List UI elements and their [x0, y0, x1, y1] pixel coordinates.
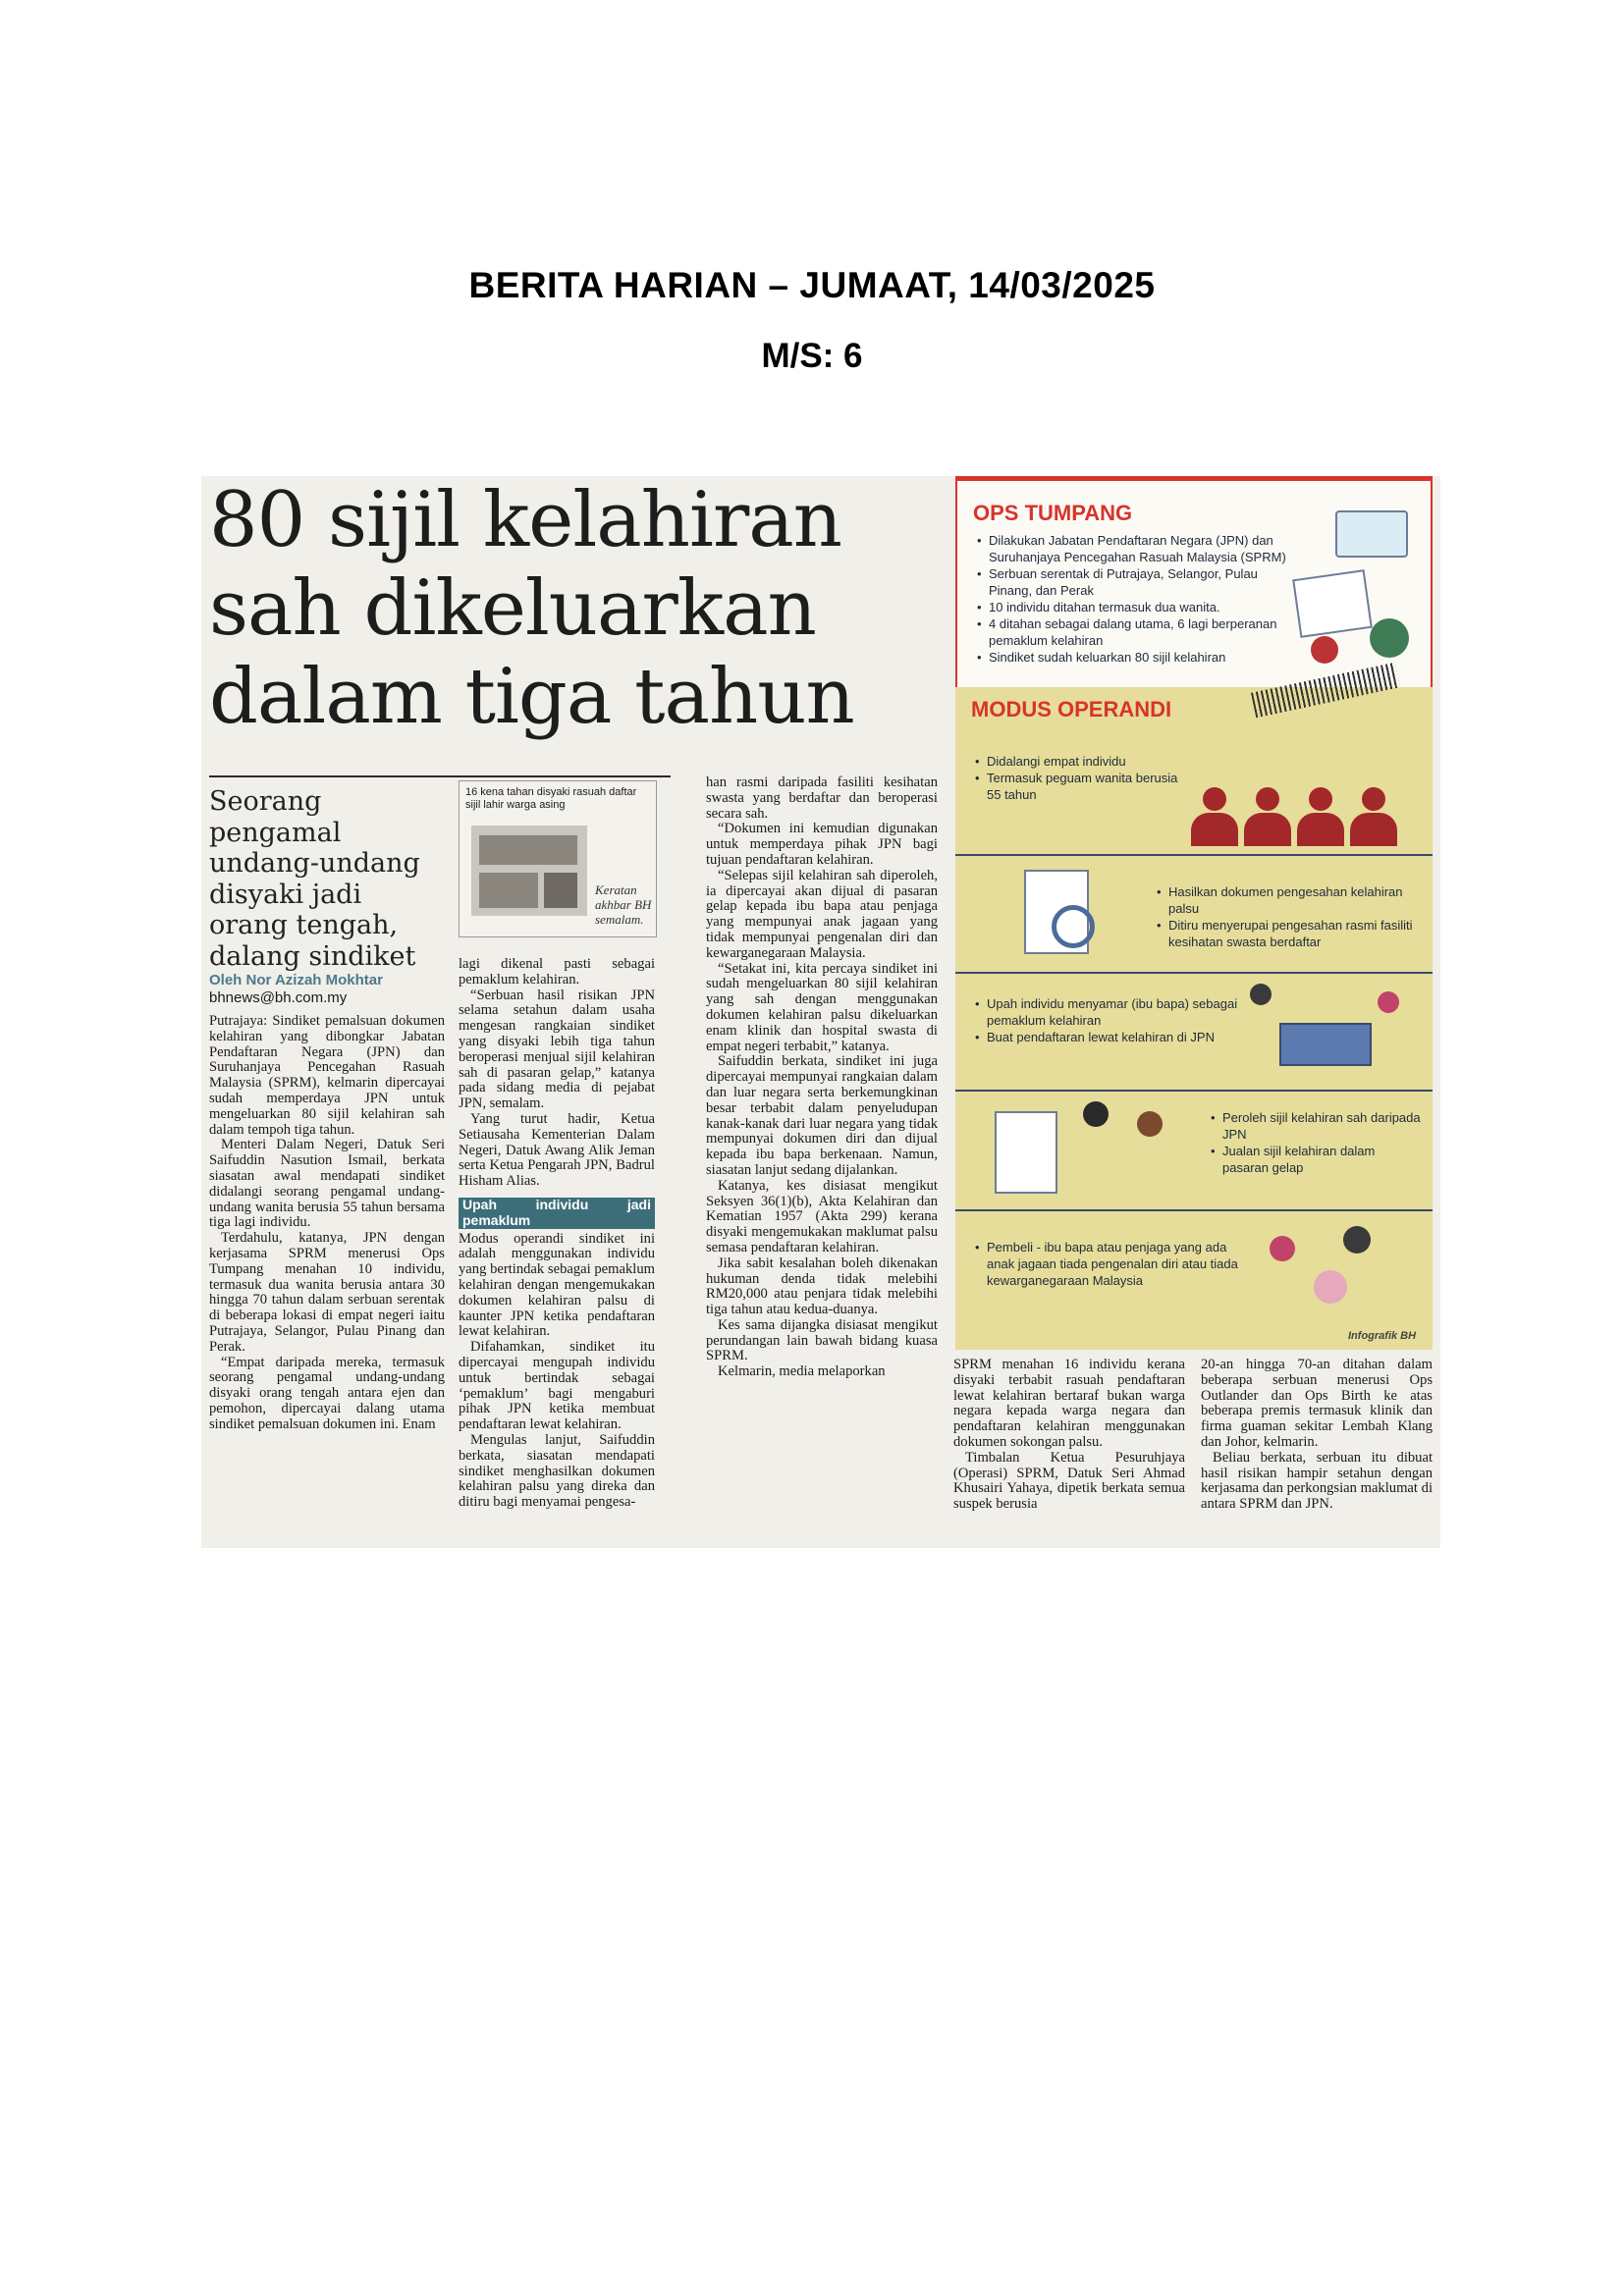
paragraph: “Serbuan hasil risikan JPN selama setahun dalam usaha mengesan rangkaian sindiket yang disyaki lebih tiga tahun beroperasi menjual sijil kelahiran sah di pasaran gelap,” katanya pada sidang media di pejabat JPN, semalam. [459, 987, 655, 1112]
step-list [975, 753, 1181, 803]
certificate-icon [995, 1111, 1057, 1194]
list-item: • Sindiket sudah keluarkan 80 sijil kelahiran [977, 649, 1301, 666]
ops-list [977, 532, 1301, 666]
step-list [1211, 1109, 1422, 1176]
paragraph: 20-an hingga 70-an ditahan dalam beberapa serbuan menerusi Ops Outlander dan Ops Birth ke atas beberapa premis termasuk klinik dan firma guaman sekitar Lembah Klang dan Johor, kelmarin. [1201, 1357, 1433, 1450]
certificate-icon [1292, 569, 1373, 638]
step-5 [955, 1209, 1433, 1349]
article-column-4 [953, 1358, 1185, 1513]
list-item: • Serbuan serentak di Putrajaya, Selangor, Pulau Pinang, dan Perak [977, 565, 1301, 599]
infographic [955, 476, 1433, 1350]
clipping-photo [471, 826, 587, 916]
list-item: • Dilakukan Jabatan Pendaftaran Negara (JPN) dan Suruhanjaya Pencegahan Rasuah Malaysia (SPRM) [977, 532, 1301, 565]
person-icon [1295, 787, 1346, 846]
person-icon [1270, 1236, 1295, 1261]
headline-line: sah dikeluarkan [209, 564, 816, 653]
paragraph: Yang turut hadir, Ketua Setiausaha Kementerian Dalam Negeri, Datuk Awang Alik Jeman serta Ketua Pengarah JPN, Badrul Hisham Alias. [459, 1110, 655, 1190]
paragraph: Saifuddin berkata, sindiket ini juga dipercayai mempunyai rangkaian dalam dan luar negara serta berkemungkinan besar terbabit dalam penyeludupan kanak-kanak dari luar negara yang tidak mempunyai dokumen diri dan dijual kepada ibu bapa berkenaan. Namun, siasatan lanjut sedang dijalankan. [706, 1053, 938, 1178]
paragraph: han rasmi daripada fasiliti kesihatan swasta yang berdaftar dan beroperasi secara sah. [706, 774, 938, 822]
paragraph: Timbalan Ketua Pesuruhjaya (Operasi) SPRM, Datuk Seri Ahmad Khusairi Yahaya, dipetik berkata semua suspek berusia [953, 1449, 1185, 1513]
divider [209, 775, 671, 777]
stamp-icon [1311, 636, 1338, 664]
paragraph: “Selepas sijil kelahiran sah diperoleh, ia dipercayai akan dijual di pasaran gelap kepada ibu bapa atau penjaga yang mempunyai anak jagaan yang tidak mempunyai pengenalan diri dan kewarganegaraan Malaysia. [706, 867, 938, 961]
author-name: Oleh Nor Azizah Mokhtar [209, 972, 383, 988]
headline [209, 476, 854, 741]
list-item: • Termasuk peguam wanita berusia 55 tahun [975, 770, 1181, 803]
paragraph: Jika sabit kesalahan boleh dikenakan hukuman denda tidak melebihi RM20,000 atau penjara tidak melebihi tiga tahun atau kedua-duanya. [706, 1255, 938, 1318]
subheadline: Seorang pengamal undang-undang disyaki jadi orang tengah, dalang sindiket [209, 786, 420, 972]
step-3 [955, 972, 1433, 1090]
paragraph: Modus operandi sindiket ini adalah menggunakan individu yang bertindak sebagai pemaklum kelahiran dengan mengemukakan dokumen kelahiran palsu di kaunter JPN ketika pendaftaran lewat kelahiran. [459, 1230, 655, 1340]
list-item: • Buat pendaftaran lewat kelahiran di JPN [975, 1029, 1240, 1045]
money-icon [1370, 618, 1409, 658]
article-column-1 [209, 1014, 445, 1433]
author-email: bhnews@bh.com.my [209, 989, 348, 1006]
step-4 [955, 1090, 1433, 1209]
list-item: • Hasilkan dokumen pengesahan kelahiran palsu [1157, 883, 1422, 917]
list-item: • 10 individu ditahan termasuk dua wanita. [977, 599, 1301, 615]
person-icon [1137, 1111, 1163, 1137]
barcode-icon [1251, 663, 1400, 719]
article-column-3 [706, 775, 938, 1380]
paragraph: Terdahulu, katanya, JPN dengan kerjasama SPRM menerusi Ops Tumpang menahan 10 individu, termasuk dua wanita berusia antara 30 hingga 70 tahun dalam serbuan serentak di beberapa lokasi di empat negeri iaitu Putrajaya, Selangor, Pulau Pinang dan Perak. [209, 1230, 445, 1355]
step-list [1157, 883, 1422, 950]
person-icon [1083, 1101, 1109, 1127]
paragraph: Menteri Dalam Negeri, Datuk Seri Saifuddin Nasution Ismail, berkata siasatan awal mendapati sindiket didalangi seorang pengamal undang-undang wanita berusia 55 tahun bersama tiga lagi individu. [209, 1137, 445, 1231]
person-icon [1250, 984, 1272, 1005]
step-list [975, 995, 1240, 1045]
article-column-2 [459, 957, 655, 1511]
inset-caption: 16 kena tahan disyaki rasuah daftar sijil lahir warga asing [465, 786, 637, 811]
article-column-5 [1201, 1358, 1433, 1513]
paragraph: Kelmarin, media melaporkan [718, 1363, 886, 1380]
person-icon [1343, 1226, 1371, 1254]
paragraph: “Dokumen ini kemudian digunakan untuk memperdaya pihak JPN bagi tujuan pendaftaran kelahiran. [706, 821, 938, 868]
list-item: • Ditiru menyerupai pengesahan rasmi fasiliti kesihatan swasta berdaftar [1157, 917, 1422, 950]
newspaper-clipping [201, 476, 1440, 1548]
modus-title: MODUS OPERANDI [971, 697, 1172, 721]
list-item: • Didalangi empat individu [975, 753, 1181, 770]
related-clipping-inset [459, 780, 657, 937]
counter-desk-icon [1279, 1023, 1372, 1066]
person-icon [1242, 787, 1293, 846]
person-icon [1189, 787, 1240, 846]
paragraph: “Empat daripada mereka, termasuk seorang pengamal undang-undang disyaki orang tengah antara ejen dan pemohon, dipercayai dalang utama sindiket pemalsuan dokumen ini. Enam [209, 1354, 445, 1432]
person-icon [1378, 991, 1399, 1013]
step-list [975, 1239, 1240, 1289]
paragraph: Beliau berkata, serbuan itu dibuat hasil risikan hampir setahun dengan kerjasama dan perkongsian maklumat di antara SPRM dan JPN. [1201, 1449, 1433, 1513]
infographic-credit: Infografik BH [1348, 1330, 1417, 1342]
list-item: • 4 ditahan sebagai dalang utama, 6 lagi berperanan pemaklum kelahiran [977, 615, 1301, 649]
section-subhead: Upah individu jadi pemaklum [459, 1198, 655, 1229]
person-icon [1348, 787, 1399, 846]
ops-title: OPS TUMPANG [973, 501, 1133, 525]
paragraph: lagi dikenal pasti sebagai pemaklum kelahiran. [459, 956, 655, 988]
paragraph: SPRM menahan 16 individu kerana disyaki terbabit rasuah pendaftaran lewat kelahiran bertaraf bukan warga negara kepada warga negara dan pendaftaran kelahiran menggunakan dokumen sokongan palsu. [953, 1357, 1185, 1450]
headline-line: dalam tiga tahun [209, 653, 854, 741]
paragraph: Putrajaya: Sindiket pemalsuan dokumen kelahiran yang dibongkar Jabatan Pendaftaran Negara (JPN) dan Suruhanjaya Pencegahan Rasuah Malaysia (SPRM), kelmarin dipercayai sudah memperdaya JPN untuk mengeluarkan 80 sijil kelahiran sah dalam tempoh tiga tahun. [209, 1013, 445, 1138]
paragraph: Kes sama dijangka disiasat mengikut perundangan lain bawah bidang kuasa SPRM. [706, 1316, 938, 1364]
paragraph: Mengulas lanjut, Saifuddin berkata, siasatan mendapati sindiket menghasilkan dokumen kelahiran palsu yang direka dan ditiru bagi menyamai pengesa- [459, 1431, 655, 1511]
headline-line: 80 sijil kelahiran [209, 476, 841, 564]
ops-panel [955, 476, 1433, 687]
list-item: • Peroleh sijil kelahiran sah daripada JPN [1211, 1109, 1422, 1143]
page-number: M/S: 6 [761, 337, 863, 375]
step-1 [955, 733, 1433, 851]
paragraph: Difahamkan, sindiket itu dipercayai mengupah individu untuk bertindak sebagai ‘pemaklum’ bagi mengaburi pihak JPN ketika membuat pendaftaran lewat kelahiran. [459, 1339, 655, 1433]
magnifier-icon [1052, 905, 1095, 948]
paragraph: “Setakat ini, kita percaya sindiket ini sudah mengeluarkan 80 sijil kelahiran yang sah dengan menggunakan dokumen kelahiran palsu dikeluarkan enam klinik dan hospital swasta di empat negeri terbabit,” katanya. [706, 960, 938, 1054]
paragraph: Katanya, kes disiasat mengikut Seksyen 36(1)(b), Akta Kelahiran dan Kematian 1957 (Akta 299) kerana disyaki mengemukakan maklumat palsu semasa pendaftaran kelahiran. [706, 1177, 938, 1255]
newspaper-header: BERITA HARIAN – JUMAAT, 14/03/2025 [468, 265, 1156, 305]
list-item: • Upah individu menyamar (ibu bapa) sebagai pemaklum kelahiran [975, 995, 1240, 1029]
baby-icon [1314, 1270, 1347, 1304]
id-card-icon [1335, 510, 1408, 558]
list-item: • Jualan sijil kelahiran dalam pasaran gelap [1211, 1143, 1422, 1176]
byline [209, 972, 445, 1007]
step-2 [955, 854, 1433, 972]
list-item: • Pembeli - ibu bapa atau penjaga yang ada anak jagaan tiada pengenalan diri atau tiada kewarganegaraan Malaysia [975, 1239, 1240, 1289]
inset-note: Keratan akhbar BH semalam. [595, 882, 652, 927]
